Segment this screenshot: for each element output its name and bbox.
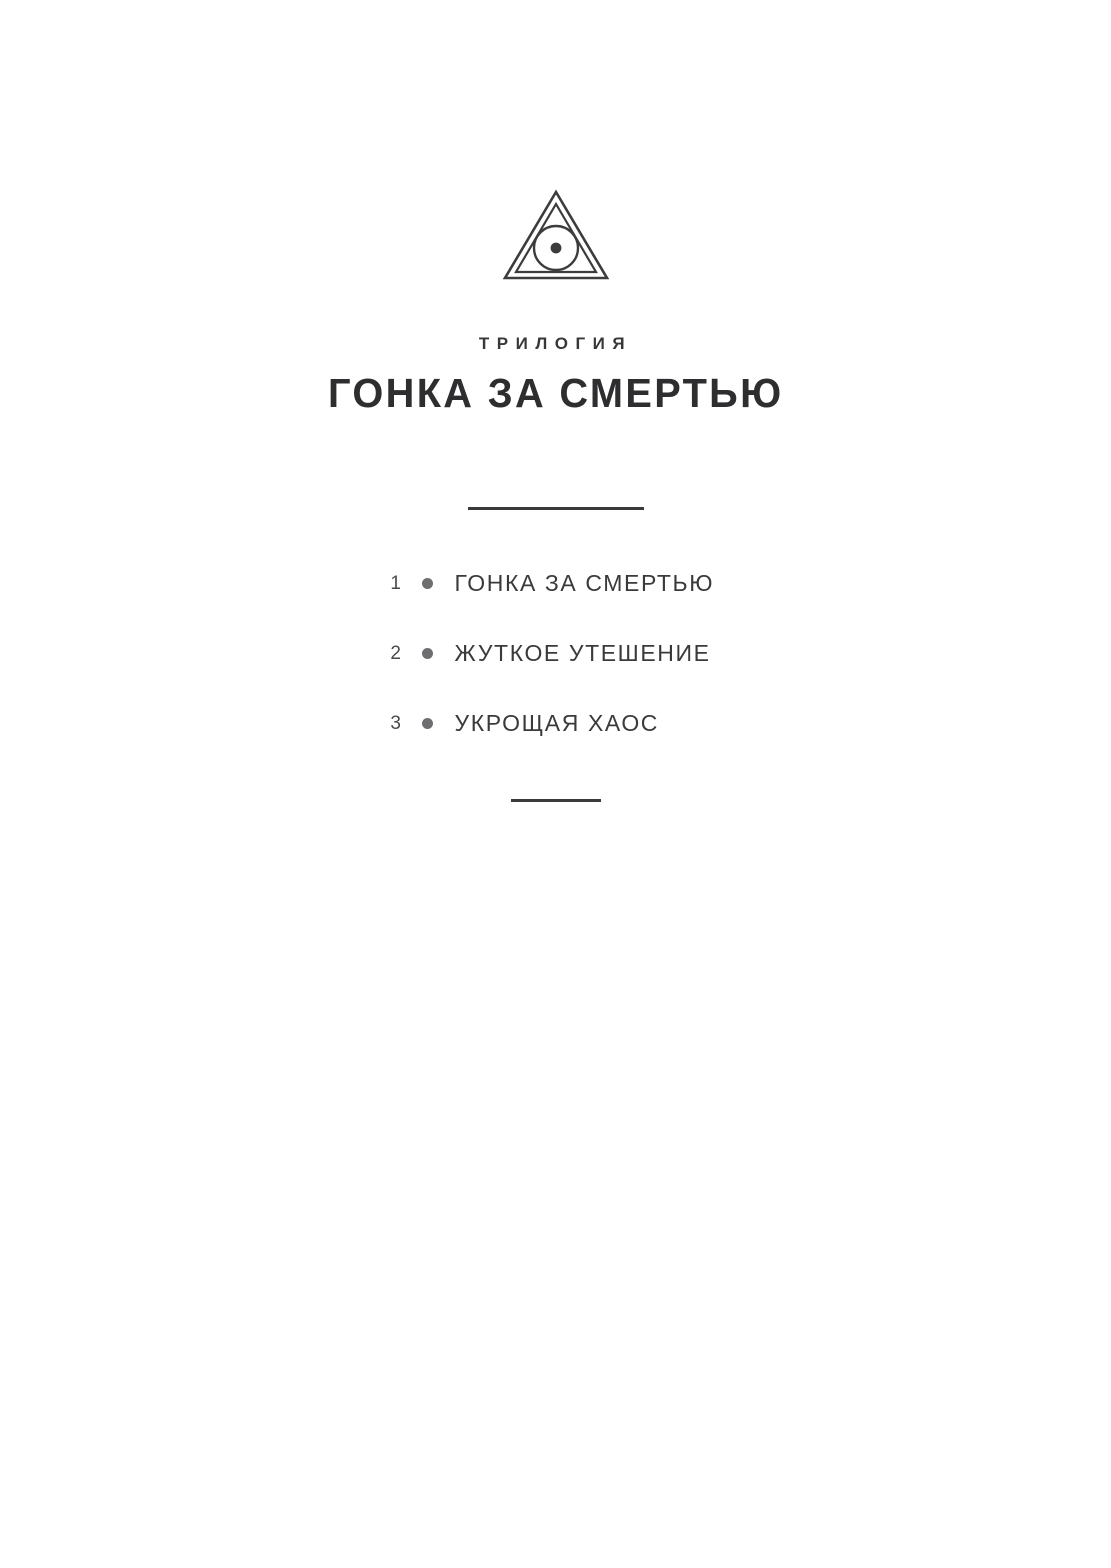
list-item-label: УКРОЩАЯ ХАОС: [454, 710, 660, 737]
triangle-eye-emblem: [500, 186, 612, 282]
list-item[interactable]: [376, 570, 736, 597]
list-item-label: ЖУТКОЕ УТЕШЕНИЕ: [454, 640, 711, 667]
divider-bottom: [511, 799, 601, 802]
page-title: ГОНКА ЗА СМЕРТЬЮ: [327, 370, 784, 416]
bullet-dot-icon: [422, 648, 433, 659]
list-item-number: 1: [390, 572, 402, 594]
series-label: ТРИЛОГИЯ: [478, 334, 633, 353]
divider-top: [468, 507, 644, 510]
bullet-dot-icon: [422, 578, 433, 589]
list-item-number: 2: [390, 642, 402, 664]
bullet-dot-icon: [422, 718, 433, 729]
list-item[interactable]: [376, 640, 736, 667]
list-item[interactable]: [376, 710, 736, 737]
list-item-number: 3: [390, 712, 402, 734]
book-list: [376, 570, 736, 737]
list-item-label: ГОНКА ЗА СМЕРТЬЮ: [454, 570, 715, 597]
